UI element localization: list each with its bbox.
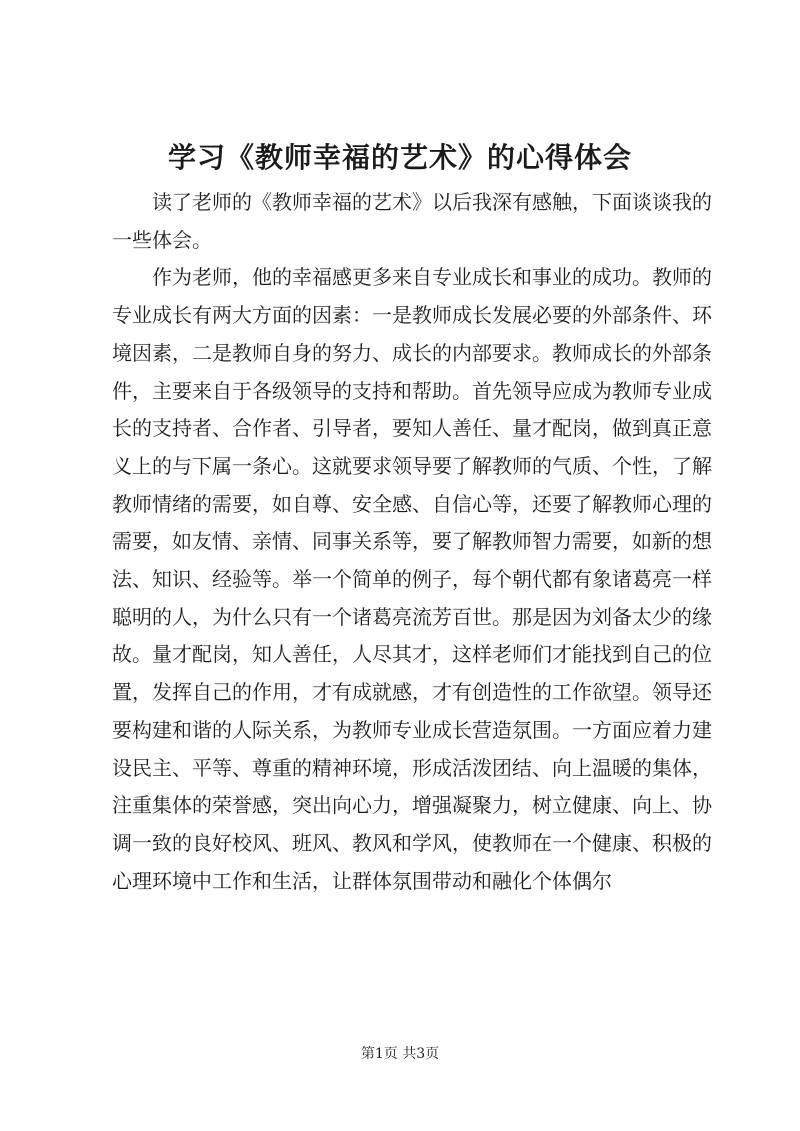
document-body	[112, 184, 712, 900]
paragraph-1: 读了老师的《教师幸福的艺术》以后我深有感触，下面谈谈我的一些体会。	[112, 190, 712, 252]
page-footer: 第1页 共3页	[360, 1046, 440, 1062]
document-title: 学习《教师幸福的艺术》的心得体会	[167, 141, 632, 174]
paragraph-2: 作为老师，他的幸福感更多来自专业成长和事业的成功。教师的专业成长有两大方面的因素：一是教师成长发展必要的外部条件、环境因素，二是教师自身的努力、成长的内部要求。教师成长的外部条件，主要来自于各级领导的支持和帮助。首先领导应成为教师专业成长的支持者、合作者、引导者，要知人善任、量才配岗，做到真正意义上的与下属一条心。这就要求领导要了解教师的气质、个性，了解教师情绪的需要，如自尊、安全感、自信心等，还要了解教师心理的需要，如友情、亲情、同事关系等，要了解教师智力需要，如新的想法、知识、经验等。举一个简单的例子，每个朝代都有象诸葛亮一样聪明的人，为什么只有一个诸葛亮流芳百世。那是因为刘备太少的缘故。量才配岗，知人善任，人尽其才，这样老师们才能找到自己的位置，发挥自己的作用，才有成就感，才有创造性的工作欲望。领导还要构建和谐的人际关系，为教师专业成长营造氛围。一方面应着力建设民主、平等、尊重的精神环境，形成活泼团结、向上温暖的集体，注重集体的荣誉感，突出向心力，增强凝聚力，树立健康、向上、协调一致的良好校风、班风、教风和学风，使教师在一个健康、积极的心理环境中工作和生活，让群体氛围带动和融化个体偶尔	[112, 265, 712, 893]
